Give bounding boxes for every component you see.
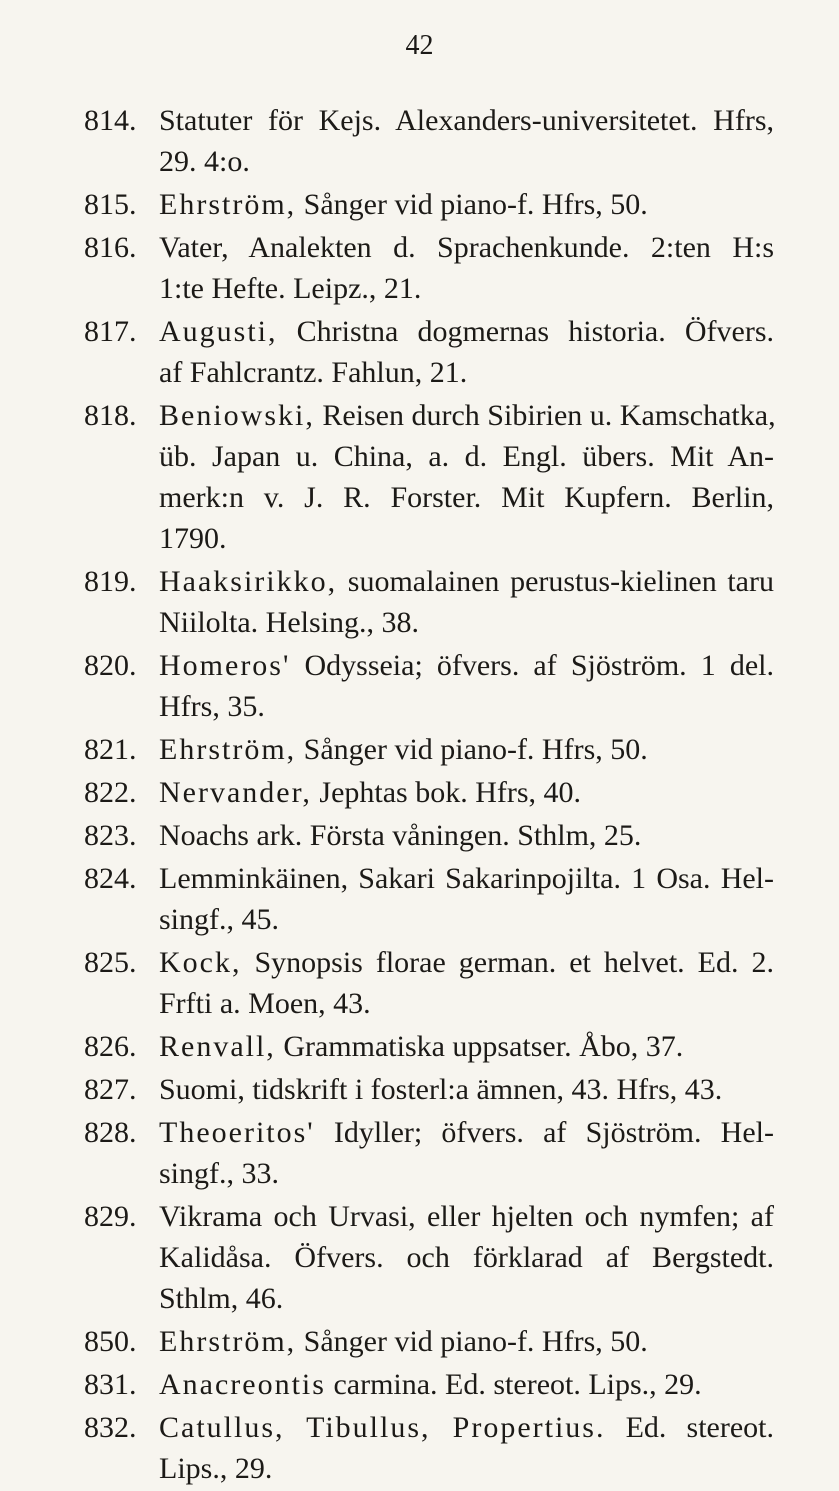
entry-text [159, 1407, 774, 1489]
entry-number: 823. [84, 819, 137, 852]
entry-line-text: suomalainen perustus-kielinen taru [337, 565, 774, 598]
entry-line [159, 268, 774, 309]
author-name: Ehrström, [159, 1325, 297, 1358]
entry-text [159, 100, 774, 182]
bibliography-entry [84, 395, 774, 559]
entry-line [159, 227, 774, 268]
bibliography-entry [84, 645, 774, 727]
entry-text [159, 815, 774, 856]
entry-number: 814. [84, 104, 137, 137]
entry-list [84, 100, 774, 1491]
entry-line-text: Statuter för Kejs. Alexanders-universitetet. Hfrs, [159, 104, 774, 137]
entry-line [159, 899, 774, 940]
entry-line-text: Jephtas bok. Hfrs, 40. [311, 776, 582, 809]
author-name: Anacreontis [159, 1368, 326, 1401]
entry-number: 820. [84, 649, 137, 682]
entry-number: 815. [84, 188, 137, 221]
entry-number: 829. [84, 1200, 137, 1233]
entry-text [159, 858, 774, 940]
entry-number: 832. [84, 1411, 137, 1444]
entry-line [159, 518, 774, 559]
entry-number: 821. [84, 733, 137, 766]
page-number: 42 [405, 30, 434, 61]
entry-text [159, 1321, 774, 1362]
entry-line-text: merk:n v. J. R. Forster. Mit Kupfern. Berlin, [159, 481, 774, 514]
entry-line [159, 1196, 774, 1237]
entry-line-text: Frfti a. Moen, 43. [159, 987, 371, 1020]
entry-line [159, 1026, 774, 1067]
entry-line [159, 1112, 774, 1153]
bibliography-entry [84, 100, 774, 182]
entry-text [159, 729, 774, 770]
bibliography-entry [84, 772, 774, 813]
entry-number: 816. [84, 231, 137, 264]
author-name: Renvall, [159, 1030, 276, 1063]
entry-line-text: af Fahlcrantz. Fahlun, 21. [159, 356, 468, 389]
entry-text [159, 1026, 774, 1067]
author-name: Beniowski, [159, 399, 315, 432]
entry-line [159, 815, 774, 856]
author-name: Homeros' [159, 649, 291, 682]
entry-number: 825. [84, 946, 137, 979]
entry-text [159, 1112, 774, 1194]
entry-line [159, 1069, 774, 1110]
entry-line-text: Niilolta. Helsing., 38. [159, 606, 419, 639]
entry-line [159, 729, 774, 770]
entry-line-text: Lips., 29. [159, 1452, 273, 1485]
entry-line-text: Grammatiska uppsatser. Åbo, 37. [275, 1030, 684, 1063]
bibliography-entry [84, 184, 774, 225]
entry-text [159, 227, 774, 309]
author-name: Kock, [159, 946, 242, 979]
entry-number: 817. [84, 315, 137, 348]
entry-line-text: üb. Japan u. China, a. d. Engl. übers. Mit An- [159, 440, 774, 473]
bibliography-entry [84, 1364, 774, 1405]
entry-text [159, 311, 774, 393]
entry-line-text: singf., 45. [159, 903, 279, 936]
bibliography-entry [84, 729, 774, 770]
entry-line [159, 1237, 774, 1278]
bibliography-entry [84, 858, 774, 940]
entry-line [159, 477, 774, 518]
entry-line-text: Ed. stereot. [605, 1411, 774, 1444]
entry-line-text: Reisen durch Sibirien u. Kamschatka, [314, 399, 776, 432]
entry-line-text: Odysseia; öfvers. af Sjöström. 1 del. [290, 649, 774, 682]
entry-line-text: singf., 33. [159, 1157, 279, 1190]
entry-number: 831. [84, 1368, 137, 1401]
entry-number: 827. [84, 1073, 137, 1106]
bibliography-entry [84, 227, 774, 309]
entry-line [159, 100, 774, 141]
entry-line [159, 1448, 774, 1489]
entry-line-text: Sånger vid piano-f. Hfrs, 50. [296, 1325, 648, 1358]
entry-text [159, 395, 774, 559]
entry-line [159, 1407, 774, 1448]
bibliography-entry [84, 1026, 774, 1067]
entry-text [159, 184, 774, 225]
entry-line [159, 602, 774, 643]
bibliography-entry [84, 561, 774, 643]
entry-line-text: Christna dogmernas historia. Öfvers. [277, 315, 774, 348]
bibliography-entry [84, 1112, 774, 1194]
entry-line [159, 1153, 774, 1194]
entry-number: 822. [84, 776, 137, 809]
entry-line-text: Idyller; öfvers. af Sjöström. Hel- [314, 1116, 774, 1149]
entry-line-text: 29. 4:o. [159, 145, 250, 178]
entry-line-text: Kalidåsa. Öfvers. och förklarad af Bergstedt. [159, 1241, 774, 1274]
entry-line [159, 858, 774, 899]
entry-line [159, 645, 774, 686]
entry-text [159, 1069, 774, 1110]
entry-line-text: Suomi, tidskrift i fosterl:a ämnen, 43. Hfrs, 43. [159, 1073, 723, 1106]
author-name: Haaksirikko, [159, 565, 338, 598]
bibliography-entry [84, 311, 774, 393]
entry-line-text: Sthlm, 46. [159, 1282, 284, 1315]
author-name: Catullus, Tibullus, Propertius. [159, 1411, 606, 1444]
entry-number: 824. [84, 862, 137, 895]
entry-line [159, 1364, 774, 1405]
entry-number: 818. [84, 399, 137, 432]
entry-line [159, 184, 774, 225]
bibliography-entry [84, 1407, 774, 1489]
entry-line-text: 1:te Hefte. Leipz., 21. [159, 272, 422, 305]
entry-text [159, 772, 774, 813]
entry-line [159, 311, 774, 352]
entry-line-text: Lemminkäinen, Sakari Sakarinpojilta. 1 Osa. Hel- [159, 862, 774, 895]
entry-line-text: 1790. [159, 522, 227, 555]
entry-line-text: Hfrs, 35. [159, 690, 265, 723]
bibliography-entry [84, 1196, 774, 1319]
entry-line-text: Vikrama och Urvasi, eller hjelten och nymfen; af [159, 1200, 774, 1233]
entry-line-text: Vater, Analekten d. Sprachenkunde. 2:ten H:s [159, 231, 774, 264]
bibliography-entry [84, 1321, 774, 1362]
entry-line-text: Sånger vid piano-f. Hfrs, 50. [296, 733, 648, 766]
entry-line [159, 1278, 774, 1319]
entry-line [159, 561, 774, 602]
author-name: Augusti, [159, 315, 278, 348]
entry-number: 850. [84, 1325, 137, 1358]
entry-text [159, 561, 774, 643]
author-name: Theoeritos' [159, 1116, 315, 1149]
bibliography-entry [84, 942, 774, 1024]
entry-line [159, 1321, 774, 1362]
entry-line [159, 141, 774, 182]
entry-line [159, 983, 774, 1024]
author-name: Nervander, [159, 776, 312, 809]
entry-line [159, 395, 774, 436]
entry-line-text: carmina. Ed. stereot. Lips., 29. [325, 1368, 702, 1401]
entry-line [159, 436, 774, 477]
entry-line-text: Synopsis florae german. et helvet. Ed. 2. [241, 946, 774, 979]
entry-number: 819. [84, 565, 137, 598]
entry-line-text: Noachs ark. Första våningen. Sthlm, 25. [159, 819, 642, 852]
entry-number: 826. [84, 1030, 137, 1063]
entry-line-text: Sånger vid piano-f. Hfrs, 50. [296, 188, 648, 221]
entry-line [159, 942, 774, 983]
author-name: Ehrström, [159, 188, 297, 221]
entry-line [159, 772, 774, 813]
entry-number: 828. [84, 1116, 137, 1149]
bibliography-entry [84, 815, 774, 856]
entry-text [159, 1364, 774, 1405]
entry-line [159, 352, 774, 393]
entry-text [159, 942, 774, 1024]
bibliography-entry [84, 1069, 774, 1110]
entry-text [159, 645, 774, 727]
entry-text [159, 1196, 774, 1319]
author-name: Ehrström, [159, 733, 297, 766]
entry-line [159, 686, 774, 727]
